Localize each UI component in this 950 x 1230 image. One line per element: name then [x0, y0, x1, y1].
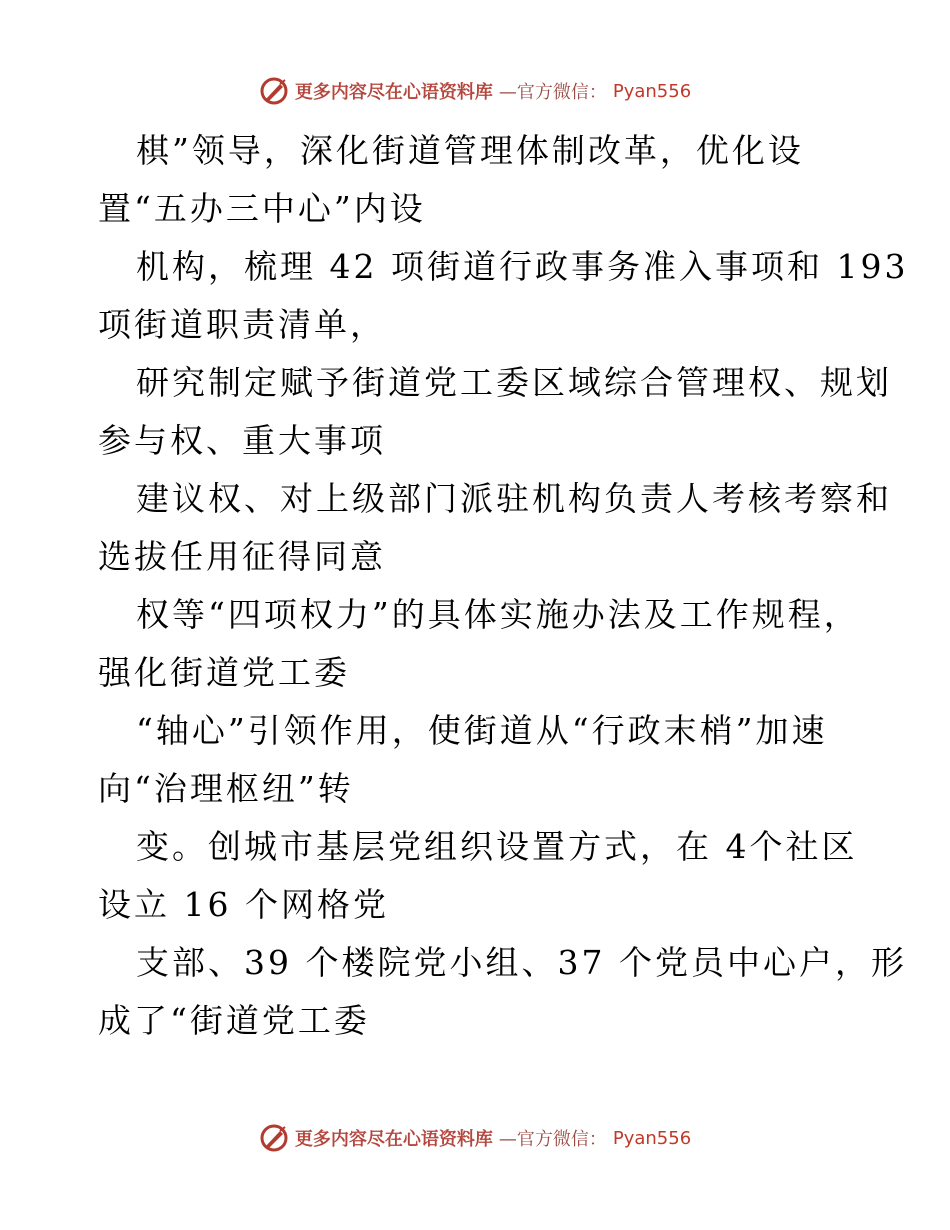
footer-site-name: 更多内容尽在心语资料库	[294, 1129, 493, 1150]
body-line: 强化街道党工委	[98, 653, 350, 692]
body-line: 设立 16 个网格党	[98, 885, 389, 924]
document-body	[98, 122, 909, 1050]
page-footer	[0, 1121, 950, 1155]
body-line: 置“五办三中心”内设	[98, 189, 426, 228]
body-line: 机构，梳理 42 项街道行政事务准入事项和 193	[136, 247, 909, 286]
body-line: 权等“四项权力”的具体实施办法及工作规程，	[136, 595, 860, 634]
body-line: 成了“街道党工委	[98, 1001, 370, 1040]
body-line: 选拔任用征得同意	[98, 537, 386, 576]
body-line: 棋”领导，深化街道管理体制改革，优化设	[136, 131, 804, 170]
header-site-name: 更多内容尽在心语资料库	[294, 82, 493, 103]
body-line: 研究制定赋予街道党工委区域综合管理权、规划	[136, 363, 892, 402]
body-line: 项街道职责清单，	[98, 305, 386, 344]
body-line: 变。创城市基层党组织设置方式，在 4个社区	[136, 827, 858, 866]
body-line: 向“治理枢纽”转	[98, 769, 354, 808]
header-wechat-id: Pyan556	[612, 80, 692, 102]
footer-wechat-id: Pyan556	[612, 1127, 692, 1149]
header-wechat-label: —官方微信：	[498, 82, 607, 103]
footer-wechat-label: —官方微信：	[498, 1129, 607, 1150]
body-line: 参与权、重大事项	[98, 421, 386, 460]
quill-pen-logo-icon	[259, 1123, 289, 1153]
page-header	[0, 74, 950, 108]
quill-pen-logo-icon	[259, 76, 289, 106]
body-line: 建议权、对上级部门派驻机构负责人考核考察和	[136, 479, 892, 518]
body-line: “轴心”引领作用，使街道从“行政末梢”加速	[136, 711, 828, 750]
body-line: 支部、39 个楼院党小组、37 个党员中心户，形	[136, 943, 907, 982]
